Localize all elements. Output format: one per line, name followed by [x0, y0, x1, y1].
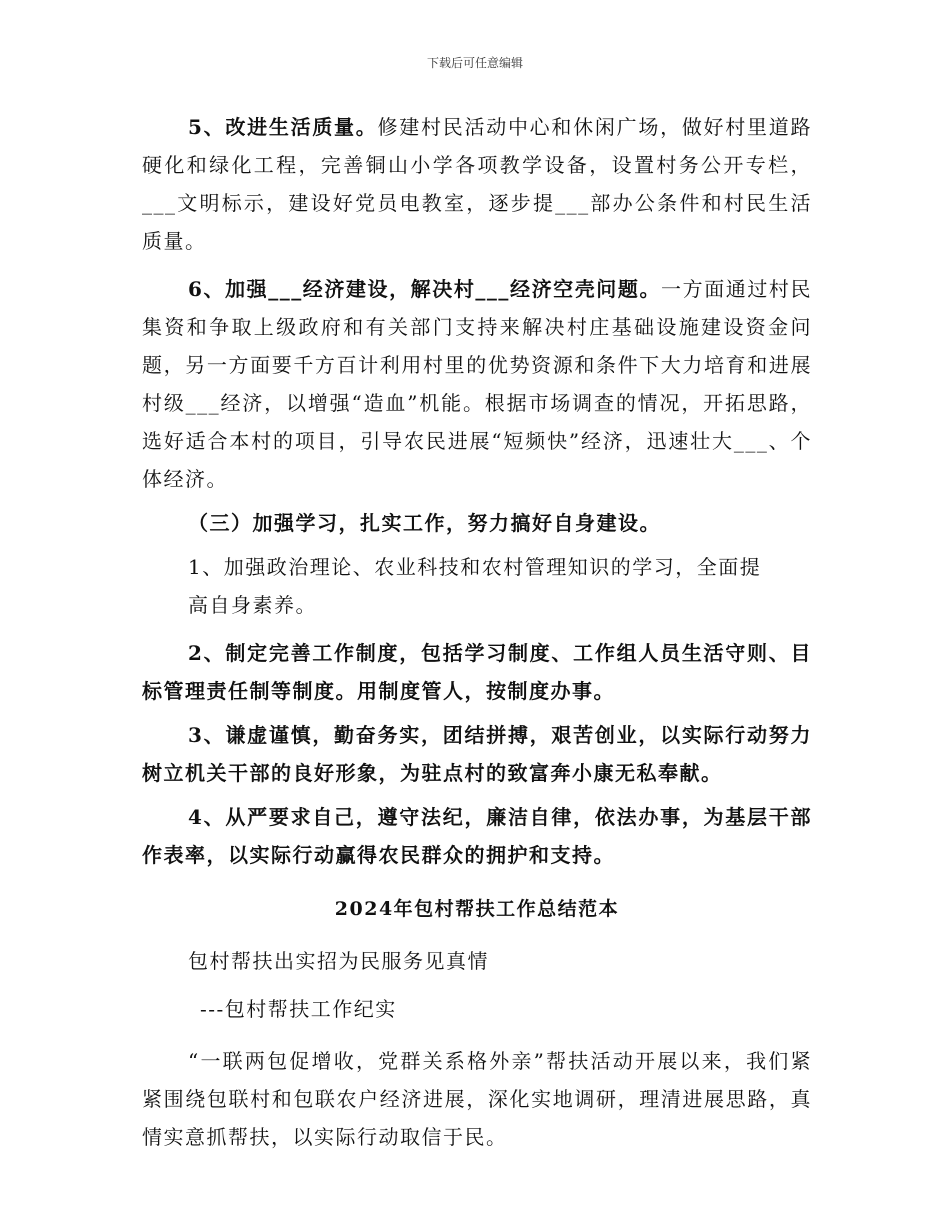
- document-body: [142, 108, 812, 1156]
- paragraph-item-5: [142, 108, 812, 260]
- paragraph-6-lead: 6、加强___经济建设，解决村___经济空壳问题。: [188, 277, 662, 301]
- document-subtitle: 包村帮扶出实招为民服务见真情: [188, 949, 489, 973]
- list-item-2: 2、制定完善工作制度，包括学习制度、工作组人员生活守则、目标管理责任制等制度。用制度管人，按制度办事。: [142, 641, 812, 703]
- intro-paragraph: “一联两包促增收，党群关系格外亲”帮扶活动开展以来，我们紧紧围绕包联村和包联农户经济进展，深化实地调研，理清进展思路，真情实意抓帮扶，以实际行动取信于民。: [142, 1049, 812, 1149]
- paragraph-item-6: [142, 270, 812, 498]
- document-subtitle-2: ---包村帮扶工作纪实: [200, 997, 397, 1021]
- page-header: 下载后可任意编辑: [426, 56, 523, 70]
- paragraph-5-body: 修建村民活动中心和休闲广场，做好村里道路硬化和绿化工程，完善铜山小学各项教学设备，设置村务公开专栏，___文明标示，建设好党员电教室，逐步提___部办公条件和村民生活质量。: [142, 115, 812, 253]
- document-title: 2024年包村帮扶工作总结范本: [334, 898, 620, 920]
- list-item-1-line1: 1、加强政治理论、农业科技和农村管理知识的学习，全面提: [188, 555, 762, 579]
- list-item-3: 3、谦虚谨慎，勤奋务实，团结拼搏，艰苦创业，以实际行动努力树立机关干部的良好形象，为驻点村的致富奔小康无私奉献。: [142, 723, 812, 785]
- paragraph-6-body: 一方面通过村民集资和争取上级政府和有关部门支持来解决村庄基础设施建设资金问题，另一方面要千方百计利用村里的优势资源和条件下大力培育和进展村级___经济，以增强“造血”机能。根据市场调查的情况，开拓思路，选好适合本村的项目，引导农民进展“短频快”经济，迅速壮大___、个体经济。: [142, 277, 813, 491]
- list-item-4: 4、从严要求自己，遵守法纪，廉洁自律，依法办事，为基层干部作表率，以实际行动赢得农民群众的拥护和支持。: [142, 805, 812, 867]
- list-item-1-line2: 高自身素养。: [188, 593, 317, 617]
- section-heading-3: （三）加强学习，扎实工作，努力搞好自身建设。: [188, 511, 661, 535]
- paragraph-5-lead: 5、改进生活质量。: [188, 115, 378, 139]
